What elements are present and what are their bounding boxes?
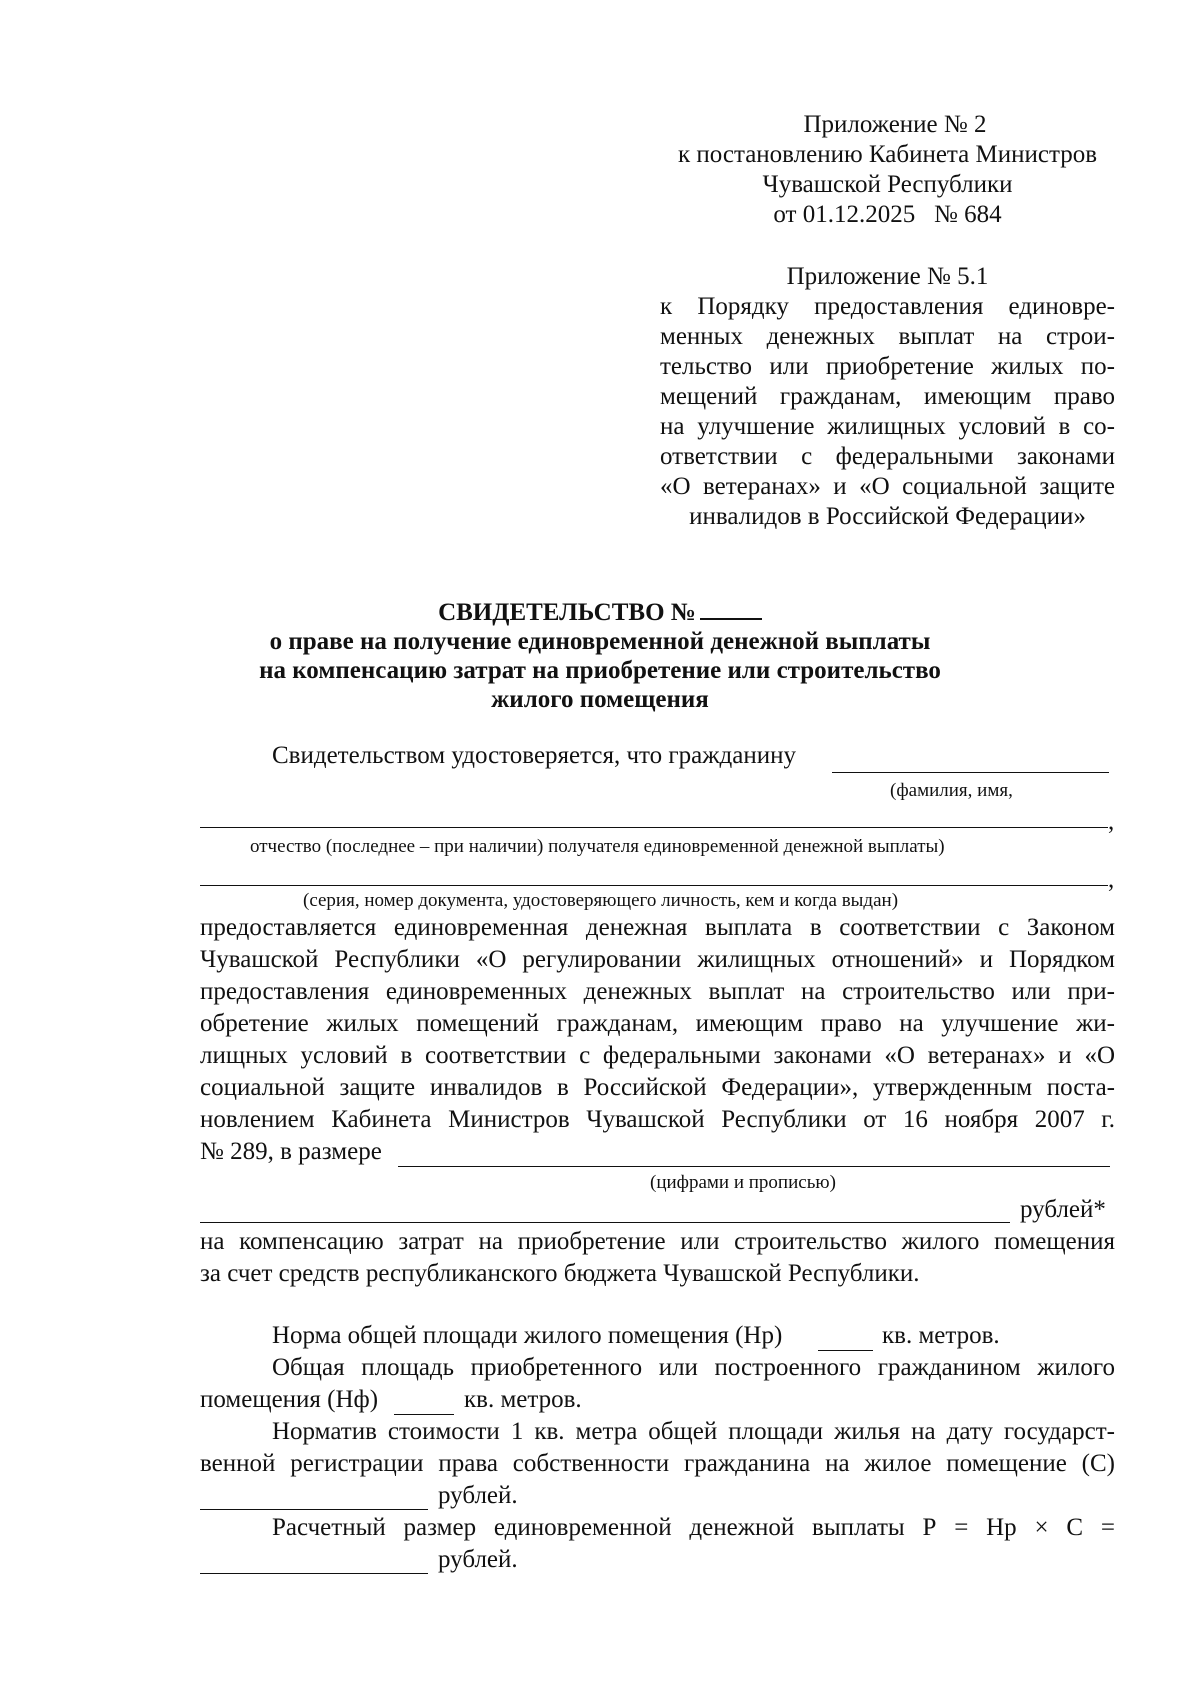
calc-line-1: Расчетный размер единовременной денежной выплаты Р = Нр × С = <box>272 1514 1115 1541</box>
paragraph-line: социальной защите инвалидов в Российской Федерации», утвержденным поста- <box>200 1074 1115 1101</box>
calc-suffix: рублей. <box>438 1546 518 1573</box>
approval-top-line-2: к постановлению Кабинета Министров <box>677 141 1098 168</box>
certificate-subtitle-line-1: о праве на получение единовременной денежной выплаты <box>269 628 931 655</box>
paragraph-line: Чувашской Республики «О регулировании жилищных отношений» и Порядком <box>200 946 1115 973</box>
approval-top-line-4: от 01.12.2025 № 684 <box>773 201 1002 228</box>
paragraph-line: обретение жилых помещений гражданам, имеющим право на улучшение жи- <box>200 1010 1115 1037</box>
approval-order-heading: Приложение № 5.1 <box>786 263 989 290</box>
total-suffix: кв. метров. <box>464 1386 582 1413</box>
amount-blank[interactable] <box>398 1166 1110 1167</box>
hint-name-1: (фамилия, имя, <box>890 780 1013 801</box>
rubles-star: рублей* <box>1020 1196 1106 1223</box>
cost-line-1: Норматив стоимости 1 кв. метра общей площади жилья на дату государст- <box>272 1418 1115 1445</box>
approval-order-line: менных денежных выплат на строи- <box>660 323 1115 350</box>
certificate-subtitle-line-2: на компенсацию затрат на приобретение или строительство <box>259 657 941 684</box>
norm-prefix: Норма общей площади жилого помещения (Нр) <box>272 1322 783 1349</box>
amount-prefix: № 289, в размере <box>200 1138 382 1165</box>
hint-name-2: отчество (последнее – при наличии) получателя единовременной денежной выплаты) <box>250 836 945 857</box>
cost-line-2: венной регистрации права собственности гражданина на жилое помещение (С) <box>200 1450 1115 1477</box>
approval-order-line: инвалидов в Российской Федерации» <box>689 503 1086 530</box>
certify-intro: Свидетельством удостоверяется, что гражданину <box>272 742 796 769</box>
recipient-fullname-blank[interactable] <box>200 827 1108 828</box>
cost-suffix: рублей. <box>438 1482 518 1509</box>
total-prefix: помещения (Нф) <box>200 1386 379 1413</box>
total-line-1: Общая площадь приобретенного или построенного гражданином жилого <box>272 1354 1115 1381</box>
purpose-line-1: на компенсацию затрат на приобретение или строительство жилого помещения <box>200 1228 1115 1255</box>
paragraph-line: предоставляется единовременная денежная выплата в соответствии с Законом <box>200 914 1115 941</box>
paragraph-line: новлением Кабинета Министров Чувашской Республики от 16 ноября 2007 г. <box>200 1106 1115 1133</box>
approval-order-line: ответствии с федеральными законами <box>660 443 1115 470</box>
certificate-title-text: СВИДЕТЕЛЬСТВО № <box>438 599 696 626</box>
hint-document: (серия, номер документа, удостоверяющего личность, кем и когда выдан) <box>303 890 899 911</box>
approval-top-line-1: Приложение № 2 <box>803 111 987 138</box>
approval-order-line: «О ветеранах» и «О социальной защите <box>660 473 1115 500</box>
approval-order-line: тельство или приобретение жилых по- <box>660 353 1115 380</box>
total-blank[interactable] <box>394 1414 454 1415</box>
purpose-line-2: за счет средств республиканского бюджета Чувашской Республики. <box>200 1260 920 1287</box>
paragraph-line: предоставления единовременных денежных выплат на строительство или при- <box>200 978 1115 1005</box>
comma-1: , <box>1108 808 1115 835</box>
approval-order-line: к Порядку предоставления единовре- <box>660 293 1115 320</box>
approval-order-line: на улучшение жилищных условий в со- <box>660 413 1115 440</box>
comma-2: , <box>1108 866 1115 893</box>
calc-blank[interactable] <box>200 1573 428 1574</box>
recipient-name-blank[interactable] <box>832 772 1109 773</box>
amount-words-blank[interactable] <box>200 1222 1010 1223</box>
cost-blank[interactable] <box>200 1509 428 1510</box>
norm-blank[interactable] <box>818 1350 873 1351</box>
norm-suffix: кв. метров. <box>882 1322 1000 1349</box>
hint-amount: (цифрами и прописью) <box>650 1172 836 1193</box>
certificate-subtitle-line-3: жилого помещения <box>491 686 709 713</box>
approval-order-line: мещений гражданам, имеющим право <box>660 383 1115 410</box>
approval-top-line-3: Чувашской Республики <box>762 171 1013 198</box>
certificate-body <box>200 0 1115 1697</box>
identity-document-blank[interactable] <box>200 885 1108 886</box>
paragraph-line: лищных условий в соответствии с федеральными законами «О ветеранах» и «О <box>200 1042 1115 1069</box>
